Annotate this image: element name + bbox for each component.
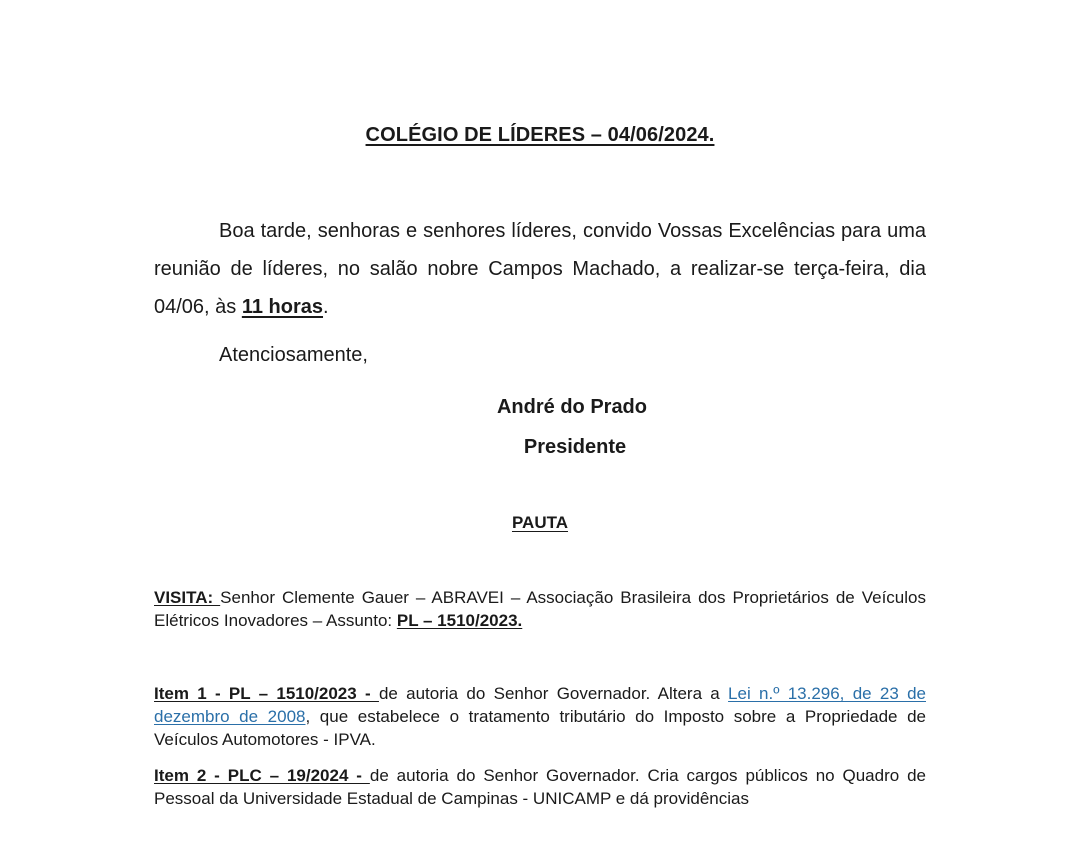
law-link[interactable]: Lei n.º 13.296, de 23 de dezembro de 2008 [154,684,926,726]
visit-entry [154,586,926,632]
invitation-paragraph [154,212,926,326]
meeting-time: 11 horas [241,296,324,318]
document-title: COLÉGIO DE LÍDERES – 04/06/2024. [365,124,715,146]
invitation-text-end: . [323,296,329,318]
invitation-text: Boa tarde, senhoras e senhores líderes, convido Vossas Excelências para uma reunião de líderes, no salão nobre Campos Machado, a realizar-se terça-feira, dia 04/06, às [154,220,926,318]
agenda-item-1 [154,682,926,751]
agenda-item-1-text-end: , que estabelece o tratamento tributário do Imposto sobre a Propriedade de Veículos Automotores - IPVA. [154,707,926,749]
visit-text: Senhor Clemente Gauer – ABRAVEI – Associação Brasileira dos Proprietários de Veículos Elétricos Inovadores – Assunto: [154,588,926,630]
agenda-item-1-text: de autoria do Senhor Governador. Altera a [378,684,729,703]
closing-salutation: Atenciosamente, [219,344,368,366]
agenda-item-2-text: de autoria do Senhor Governador. Cria cargos públicos no Quadro de Pessoal da Universidade Estadual de Campinas - UNICAMP e dá providências [154,766,926,808]
agenda-item-2-label: Item 2 - PLC – 19/2024 - [154,766,370,785]
agenda-heading: PAUTA [511,513,569,532]
agenda-item-1-label: Item 1 - PL – 1510/2023 - [154,684,379,703]
agenda-item-2 [154,764,926,810]
signer-role: Presidente [523,436,627,458]
signer-name: André do Prado [496,396,647,418]
visit-label: VISITA: [154,588,221,607]
visit-subject: PL – 1510/2023. [396,611,523,630]
